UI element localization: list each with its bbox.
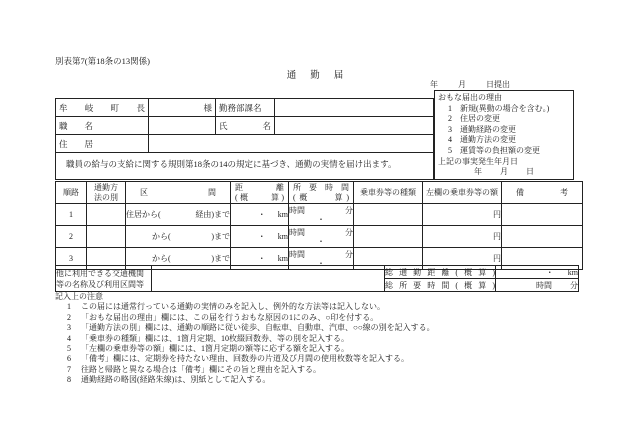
note-text-8: 通勤経路の略図(経路朱線)は、別紙として記入する。 [81, 375, 271, 385]
row-time-dot-2: ・ [317, 236, 325, 246]
position-label [56, 117, 149, 135]
name-field[interactable] [275, 117, 434, 135]
table-row [56, 226, 583, 248]
row-remarks-2[interactable] [502, 226, 583, 248]
total-distance-field[interactable] [496, 266, 579, 279]
reason-number-1: 1 [448, 103, 452, 113]
reason-number-2: 2 [448, 114, 452, 124]
note-number-4: 4 [67, 333, 71, 343]
row-distance-unit-2: km [277, 232, 288, 241]
note-number-5: 5 [67, 344, 71, 354]
row-section-from-1: 住居から( [126, 210, 161, 219]
row-time-min-3: 分 [345, 249, 353, 259]
note-text-1: この届には通常行っている通勤の実情のみを記入し、例外的な方法等は記入しない。 [81, 302, 385, 312]
header-time [289, 182, 354, 204]
row-method-1[interactable] [87, 204, 126, 226]
reason-label-1: 新規(異動の場合を含む。) [460, 103, 550, 113]
row-section-to-1: 経由)まで [195, 210, 230, 219]
header-order: 順路 [56, 182, 87, 204]
row-time-hour-2: 時間 [289, 227, 305, 237]
other-transport-field[interactable] [152, 266, 385, 292]
table-row [56, 117, 434, 135]
header-time-line1: 所 要 時 間 [293, 183, 349, 192]
route-table [55, 181, 583, 270]
position-field[interactable] [149, 117, 216, 135]
reason-label-4: 通勤方法の変更 [460, 135, 516, 145]
row-distance-dot-2: ・ [257, 232, 266, 241]
row-amount-2[interactable]: 円 [423, 226, 502, 248]
row-order-1: 1 [56, 204, 87, 226]
submit-month: 月 [458, 80, 466, 89]
note-text-4: 「乗車券の種類」欄には、1箇月定期、10枚綴回数券、等の別を記入する。 [81, 333, 349, 343]
table-row [56, 99, 434, 117]
header-distance [231, 182, 289, 204]
note-number-8: 8 [67, 375, 71, 385]
row-ticket-type-2[interactable] [354, 226, 423, 248]
row-section-from-2: から( [152, 232, 171, 241]
reason-number-4: 4 [448, 135, 452, 145]
row-order-3: 3 [56, 248, 87, 270]
note-number-6: 6 [67, 354, 71, 364]
reason-option-4[interactable] [438, 135, 570, 146]
row-amount-3[interactable]: 円 [423, 248, 502, 270]
table-row [56, 204, 583, 226]
note-text-2: 「おもな届出の理由」欄には、この届を行うおもな原因の1にのみ、○印を付する。 [81, 312, 379, 322]
row-distance-2[interactable] [231, 226, 289, 248]
reason-box [434, 90, 574, 180]
identity-table [55, 98, 434, 153]
department-label: 勤務部課名 [216, 99, 275, 117]
row-ticket-type-1[interactable] [354, 204, 423, 226]
row-remarks-1[interactable] [502, 204, 583, 226]
reason-box-title: おもな届出の理由 [438, 93, 502, 102]
reason-number-3: 3 [448, 124, 452, 134]
note-item-2 [55, 313, 575, 323]
submit-year: 年 [430, 80, 438, 89]
header-section-left: 区 [140, 188, 148, 197]
total-time-field[interactable] [496, 279, 579, 292]
note-item-8 [55, 375, 575, 385]
note-number-1: 1 [67, 302, 71, 312]
declaration-statement: 職員の給与の支給に関する規則第18条の14の規定に基づき、通勤の実情を届け出ます。 [55, 149, 434, 180]
note-item-1 [55, 302, 575, 312]
header-distance-line1: 距 離 [235, 183, 284, 192]
total-distance-dot: ・ [545, 267, 554, 277]
note-item-5 [55, 344, 575, 354]
name-label-text: 氏名 [219, 120, 271, 131]
note-item-7 [55, 365, 575, 375]
row-time-dot-1: ・ [317, 214, 325, 224]
other-transport-label-line1: 他に利用できる交通機関 [56, 268, 144, 278]
note-number-3: 3 [67, 323, 71, 333]
row-section-1[interactable] [126, 204, 231, 226]
row-section-to-3: )まで [211, 254, 230, 263]
reason-option-5[interactable] [438, 146, 570, 157]
row-time-min-1: 分 [345, 205, 353, 215]
table-row [56, 266, 579, 279]
note-number-2: 2 [67, 312, 71, 322]
event-date-label: 上記の事実発生年月日 [438, 156, 518, 166]
row-section-to-2: )まで [211, 232, 230, 241]
table-header-row [56, 182, 583, 204]
row-time-hour-1: 時間 [289, 205, 305, 215]
addressee-honorific: 様 [149, 99, 216, 117]
row-distance-unit-3: km [277, 254, 288, 263]
event-day: 日 [526, 167, 534, 177]
reason-label-2: 住居の変更 [460, 114, 500, 124]
row-time-hour-3: 時間 [289, 249, 305, 259]
summary-table [55, 265, 579, 292]
form-code: 別表第7(第18条の13関係) [55, 56, 150, 66]
row-method-2[interactable] [87, 226, 126, 248]
event-date-fields[interactable] [438, 167, 570, 178]
row-distance-dot-3: ・ [257, 254, 266, 263]
note-item-3 [55, 323, 575, 333]
position-label-text: 職名 [59, 120, 93, 131]
row-section-from-3: から( [152, 254, 171, 263]
row-time-1[interactable] [289, 204, 354, 226]
name-label [216, 117, 275, 135]
department-field[interactable] [275, 99, 434, 117]
row-time-2[interactable] [289, 226, 354, 248]
note-item-6 [55, 354, 575, 364]
other-transport-label-line2: 等の名称及び利用区間等 [56, 279, 144, 289]
header-ticket-type: 乗車券等の種類 [354, 182, 423, 204]
notes-section [55, 292, 575, 386]
notes-title: 記入上の注意 [55, 292, 103, 301]
header-remarks-text: 備考 [516, 188, 568, 197]
other-transport-label [56, 266, 152, 292]
header-section [126, 182, 231, 204]
header-distance-line2: (概 算) [235, 192, 284, 202]
note-text-5: 「左欄の乗車券等の額」欄には、1箇月定期の額等に応ずる額を記入する。 [81, 344, 349, 354]
event-year: 年 [474, 167, 482, 177]
page-title: 通勤届 [286, 71, 358, 81]
addressee-label: 牟岐町長 [59, 102, 145, 113]
submit-day: 日提出 [486, 80, 510, 89]
total-time-hour: 時間 [536, 280, 552, 290]
header-remarks [502, 182, 583, 204]
header-ticket-amount: 左欄の乗車券等の額 [423, 182, 502, 204]
row-section-2[interactable] [126, 226, 231, 248]
header-method-line1: 通勤方 [94, 183, 118, 192]
row-order-2: 2 [56, 226, 87, 248]
reason-option-2[interactable] [438, 114, 570, 125]
header-section-right: 間 [208, 188, 216, 197]
header-method-line2: 法の別 [94, 192, 118, 202]
reason-option-3[interactable] [438, 125, 570, 136]
submission-date-line [430, 79, 510, 90]
note-number-7: 7 [67, 364, 71, 374]
reason-option-1[interactable] [438, 104, 570, 115]
row-distance-dot-1: ・ [257, 210, 266, 219]
event-month: 月 [500, 167, 508, 177]
total-time-min: 分 [570, 280, 578, 290]
row-distance-unit-1: km [277, 210, 288, 219]
residence-label-text: 住居 [59, 138, 93, 149]
note-text-3: 「通勤方法の別」欄には、通勤の順路に従い徒歩、自転車、自動車、汽車、○○線の別を記入する。 [81, 323, 435, 333]
row-time-min-2: 分 [345, 227, 353, 237]
header-method [87, 182, 126, 204]
reason-label-3: 通勤経路の変更 [460, 124, 516, 134]
row-distance-1[interactable] [231, 204, 289, 226]
header-time-line2: (概 算) [293, 192, 349, 202]
total-distance-unit: km [567, 267, 578, 277]
reason-label-5: 運賃等の負担額の変更 [460, 145, 540, 155]
total-distance-label: 総通勤距離(概算) [385, 267, 495, 277]
addressee-cell [56, 99, 149, 117]
reason-number-5: 5 [448, 145, 452, 155]
total-time-label: 総所要時間(概算) [385, 280, 495, 290]
row-time-dot-3: ・ [317, 258, 325, 268]
note-item-4 [55, 334, 575, 344]
note-text-7: 往路と帰路と異なる場合は「備考」欄にその旨と理由を記入する。 [81, 364, 321, 374]
row-amount-1[interactable]: 円 [423, 204, 502, 226]
note-text-6: 「備考」欄には、定期券を持たない理由、回数券の片道及び月間の使用枚数等を記入する。 [81, 354, 409, 364]
